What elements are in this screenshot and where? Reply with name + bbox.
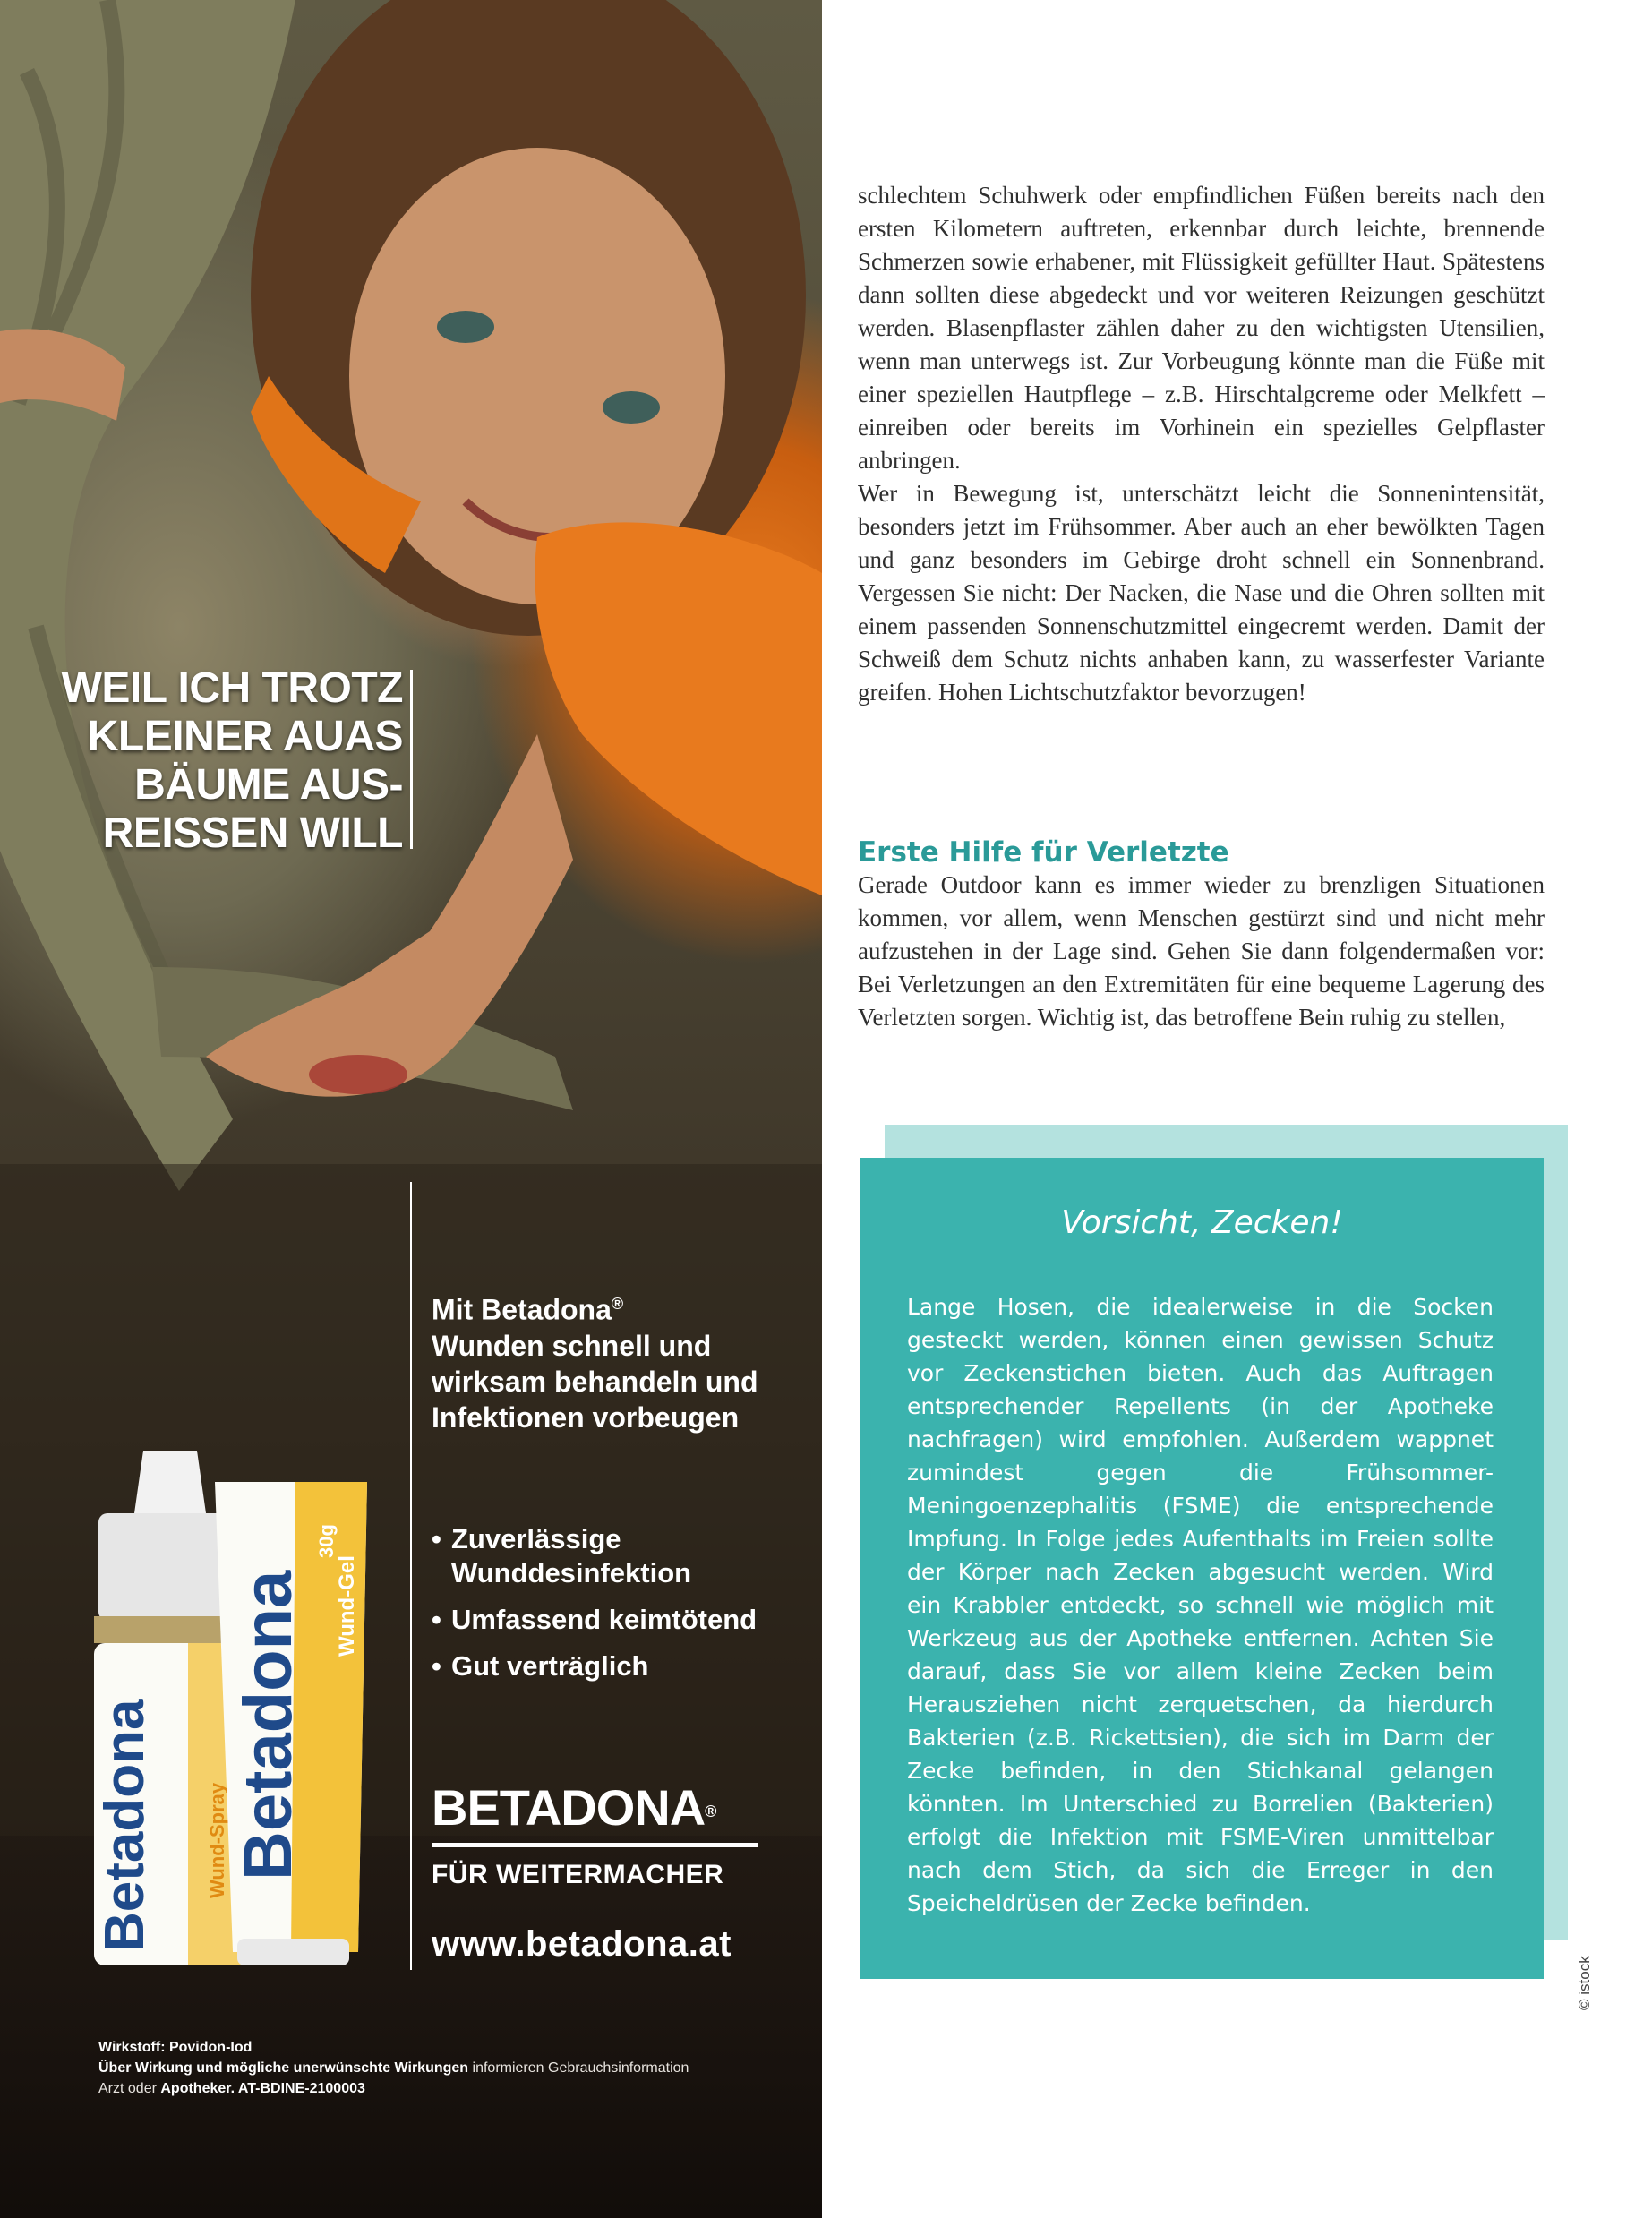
brand-block <box>432 1779 772 1965</box>
headline-line: WEIL ICH TROTZ <box>61 664 403 712</box>
gel-brand: Betadona <box>230 1570 306 1880</box>
benefit-item: • Zuverlässige Wunddesinfektion <box>432 1522 808 1590</box>
article-paragraph: Wer in Bewegung ist, unterschätzt leicht die Sonnenintensität, besonders jetzt im Frühsommer. Aber auch an eher bewölkten Tagen und ganz besonders im Gebirge droht schnell ein Sonnenbrand. Vergessen Sie nicht: Der Nacken, die Nase und die Ohren sollten mit einem passenden Sonnenschutzmittel eingecremt werden. Damit der Schweiß dem Schutz nichts anhaben kann, zu wasserfester Variante greifen. Hohen Lichtschutzfaktor bevorzugen! <box>858 480 1545 706</box>
fine-print-bold: Über Wirkung und mögliche unerwünschte Wirkungen <box>98 2060 469 2076</box>
advertisement-panel <box>0 0 822 2218</box>
infobox-text: Lange Hosen, die idealerweise in die Socken gesteckt werden, können einen gewissen Schutz vor Zeckenstichen bieten. Auch das Auftragen entsprechender Repellents (in der Apotheke nachfragen) wird empfohlen. Außerdem wappnet zumindest gegen die Frühsommer-Meningoenzephalitis (FSME) die entsprechende Impfung. In Folge jedes Aufenthalts im Freien sollte der Körper nach Zecken abgesucht werden. Wird ein Krabbler entdeckt, so schnell wie möglich mit Werkzeug aus der Apotheke entfernen. Achten Sie darauf, dass Sie vor allem kleine Zecken beim Herausziehen nicht zerquetschen, da hierdurch Bakterien (z.B. Rickettsien), die sich im Darm der Zecke befinden, in den Stichkanal gelangen könnten. Im Unterschied zu Borrelien (Bakterien) erfolgt die Infektion mit FSME-Viren unmittelbar nach dem Stich, da sich die Erreger in den Speicheldrüsen der Zecke befinden. <box>907 1294 1494 1916</box>
headline-divider <box>410 670 413 849</box>
copy-divider <box>410 1182 412 1970</box>
brand-logo: BETADONA <box>432 1779 706 1836</box>
fine-print-bold: Apotheker. AT-BDINE-2100003 <box>160 2081 365 2096</box>
claim-line: Wunden schnell und <box>432 1329 712 1362</box>
brand-rule <box>432 1843 758 1847</box>
orange-shirt <box>535 522 822 895</box>
left-eye <box>437 311 494 343</box>
claim-prefix: Mit Betadona <box>432 1293 612 1326</box>
claim-line: Infektionen vorbeugen <box>432 1400 740 1434</box>
right-eye <box>603 391 660 424</box>
gel-name: Wund-Gel <box>335 1555 359 1657</box>
scrape <box>309 1055 407 1094</box>
headline-line: KLEINER AUAS <box>87 713 403 760</box>
gel-weight: 30g <box>315 1524 338 1558</box>
brand-url-link[interactable]: www.betadona.at <box>432 1924 732 1964</box>
headline-line: REISSEN WILL <box>102 809 403 857</box>
claim-line: wirksam behandeln und <box>432 1365 758 1398</box>
spray-name: Wund-Spray <box>206 1782 228 1898</box>
photo-credit: © istock <box>1576 1956 1593 2010</box>
fine-print-text: informieren Gebrauchsinformation <box>468 2060 689 2076</box>
article-paragraph: schlechtem Schuhwerk oder empfindlichen Füßen bereits nach den ersten Kilometern auftreten, erkennbar durch leichte, brennende Schmerzen sowie erhabener, mit Flüssigkeit gefüllter Haut. Spätestens dann sollten diese abgedeckt und vor weiteren Reizungen geschützt werden. Blasenpflaster zählen daher zu den wichtigsten Utensilien, wenn man unterwegs ist. Zur Vorbeugung könnte man die Füße mit einer speziellen Hautpflege – z.B. Hirschtalgcreme oder Melkfett – einreiben oder bereits im Vorhinein ein spezielles Gelpflaster anbringen. <box>858 182 1545 474</box>
article-column-bottom <box>858 869 1545 1034</box>
ad-claim <box>432 1286 808 1435</box>
benefit-item: • Umfassend keimtötend <box>432 1603 808 1637</box>
article-column-top <box>858 179 1545 709</box>
product-packshot <box>90 1451 394 1970</box>
article-subheading: Erste Hilfe für Verletzte <box>858 836 1229 869</box>
article-paragraph: Gerade Outdoor kann es immer wieder zu brenzligen Situationen kommen, vor allem, wenn Menschen gestürzt sind und nicht mehr aufzustehen in der Lage sind. Gehen Sie dann folgendermaßen vor: Bei Verletzungen an den Extremitäten für eine bequeme Lagerung des Verletzten sorgen. Wichtig ist, das betroffene Bein ruhig zu stellen, <box>858 871 1545 1031</box>
benefit-list <box>432 1522 808 1696</box>
ad-headline <box>18 664 403 858</box>
infobox <box>860 1158 1544 1979</box>
spray-brand: Betadona <box>94 1699 156 1952</box>
active-ingredient: Wirkstoff: Povidon-Iod <box>98 2040 253 2055</box>
headline-line: BÄUME AUS- <box>134 761 403 809</box>
ad-fine-print <box>98 2037 797 2099</box>
benefit-item: • Gut verträglich <box>432 1649 808 1683</box>
registered-mark: ® <box>611 1295 624 1313</box>
brand-registered-mark: ® <box>705 1803 716 1820</box>
infobox-title: Vorsicht, Zecken! <box>1061 1204 1343 1241</box>
fine-print-text: Arzt oder <box>98 2081 161 2096</box>
brand-slogan: FÜR WEITERMACHER <box>432 1860 724 1889</box>
